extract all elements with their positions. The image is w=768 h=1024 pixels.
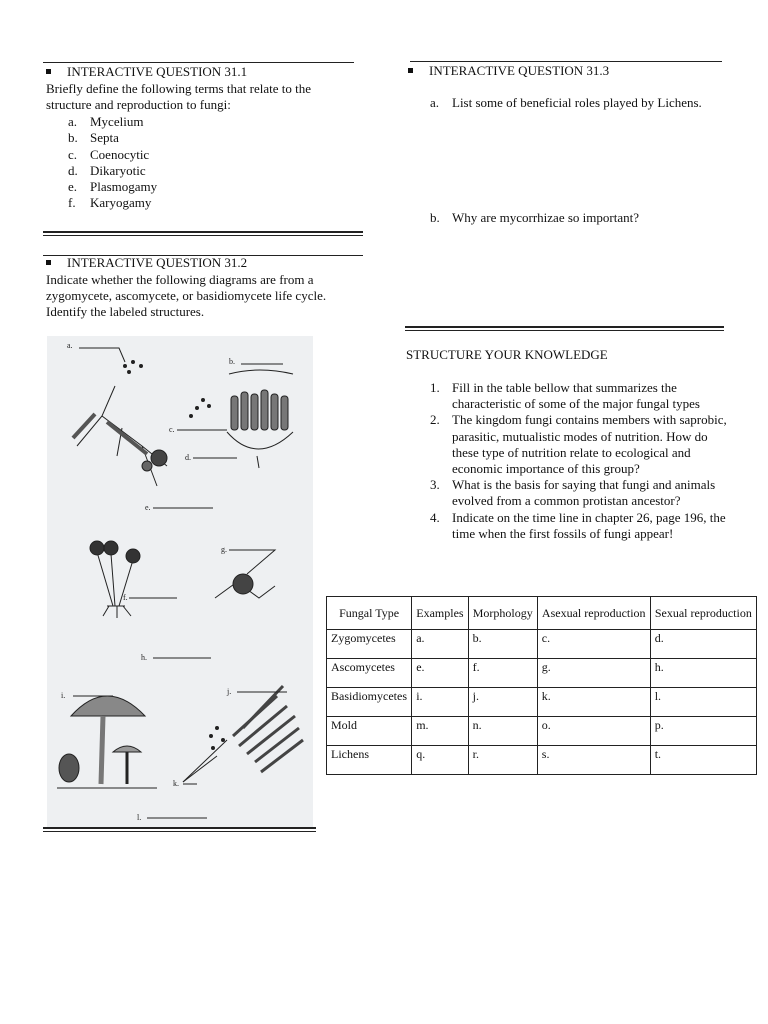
table-cell[interactable]: l. bbox=[650, 688, 756, 717]
table-cell[interactable]: b. bbox=[468, 630, 537, 659]
q312-heading: INTERACTIVE QUESTION 31.2 bbox=[46, 255, 247, 271]
table-cell[interactable]: j. bbox=[468, 688, 537, 717]
q311-term-text: Septa bbox=[90, 130, 119, 146]
structure-question-item bbox=[430, 380, 730, 412]
q311-term-item bbox=[68, 130, 157, 146]
q311-term-item bbox=[68, 114, 157, 130]
diagram-label-l: l. bbox=[137, 813, 142, 822]
table-cell[interactable]: p. bbox=[650, 717, 756, 746]
table-header-cell: Morphology bbox=[468, 597, 537, 630]
table-cell[interactable]: i. bbox=[412, 688, 468, 717]
table-row-label: Ascomycetes bbox=[327, 659, 412, 688]
table-cell[interactable]: d. bbox=[650, 630, 756, 659]
diagram-label-e: e. bbox=[145, 503, 151, 512]
table-row bbox=[327, 746, 757, 775]
q311-term-letter: e. bbox=[68, 179, 78, 195]
diagram-label-h: h. bbox=[141, 653, 147, 662]
bullet-icon bbox=[46, 69, 51, 74]
q311-term-item bbox=[68, 179, 157, 195]
structure-question-number: 1. bbox=[430, 380, 440, 395]
diagram-label-b: b. bbox=[229, 357, 235, 366]
table-cell[interactable]: q. bbox=[412, 746, 468, 775]
structure-question-number: 3. bbox=[430, 477, 440, 493]
bullet-icon bbox=[46, 260, 51, 265]
table-cell[interactable]: k. bbox=[537, 688, 650, 717]
table-cell[interactable]: e. bbox=[412, 659, 468, 688]
q311-heading: INTERACTIVE QUESTION 31.1 bbox=[46, 64, 247, 80]
table-cell[interactable]: t. bbox=[650, 746, 756, 775]
structure-question-text: What is the basis for saying that fungi and animals evolved from a common protistan ancestor? bbox=[452, 477, 716, 509]
structure-question-item bbox=[430, 477, 730, 509]
q311-term-text: Coenocytic bbox=[90, 146, 150, 162]
structure-question-item bbox=[430, 510, 730, 542]
structure-heading: STRUCTURE YOUR KNOWLEDGE bbox=[406, 347, 608, 362]
q311-term-letter: d. bbox=[68, 162, 78, 178]
diagram-label-c: c. bbox=[169, 425, 175, 434]
q311-term-text: Plasmogamy bbox=[90, 179, 158, 195]
table-header-row bbox=[327, 597, 757, 630]
q311-term-text: Dikaryotic bbox=[90, 162, 146, 178]
table-cell[interactable]: c. bbox=[537, 630, 650, 659]
diagram-label-g: g. bbox=[221, 545, 227, 554]
table-cell[interactable]: o. bbox=[537, 717, 650, 746]
table-cell[interactable]: n. bbox=[468, 717, 537, 746]
q313-item-b-letter: b. bbox=[430, 210, 440, 225]
diagram-label-a: a. bbox=[67, 341, 73, 350]
table-cell[interactable]: a. bbox=[412, 630, 468, 659]
structure-question-text: Indicate on the time line in chapter 26, page 196, the time when the first fossils of fungi appear! bbox=[452, 509, 726, 541]
fungal-life-cycle-diagram bbox=[47, 336, 313, 828]
q311-term-item bbox=[68, 163, 157, 179]
structure-question-number: 4. bbox=[430, 509, 440, 525]
q313-bottom-rule bbox=[405, 326, 724, 331]
diagram-label-j: j. bbox=[227, 687, 232, 696]
q311-top-rule bbox=[43, 62, 354, 63]
table-cell[interactable]: g. bbox=[537, 659, 650, 688]
q311-term-letter: f. bbox=[68, 195, 76, 211]
diagram-label-k: k. bbox=[173, 779, 179, 788]
table-cell[interactable]: m. bbox=[412, 717, 468, 746]
fungal-types-table bbox=[326, 596, 757, 775]
q311-term-letter: c. bbox=[68, 146, 78, 162]
diagram-drawing bbox=[47, 336, 313, 828]
q313-item-a-letter: a. bbox=[430, 95, 440, 110]
table-row bbox=[327, 659, 757, 688]
table-header-cell: Examples bbox=[412, 597, 468, 630]
q311-term-letter: a. bbox=[68, 114, 78, 129]
table-row bbox=[327, 688, 757, 717]
q311-term-item bbox=[68, 195, 157, 211]
diagram-label-i: i. bbox=[61, 691, 66, 700]
table-row-label: Zygomycetes bbox=[327, 630, 412, 659]
q311-term-list bbox=[68, 114, 157, 212]
table-cell[interactable]: f. bbox=[468, 659, 537, 688]
structure-question-text: Fill in the table bellow that summarizes the characteristic of some of the major fungal types bbox=[452, 380, 700, 412]
diagram-bottom-rule bbox=[43, 827, 316, 832]
q311-term-text: Mycelium bbox=[90, 114, 144, 129]
q313-top-rule bbox=[410, 61, 722, 62]
bullet-icon bbox=[408, 68, 413, 73]
table-header-cell: Asexual reproduction bbox=[537, 597, 650, 630]
table-row-label: Mold bbox=[327, 717, 412, 746]
table-row-label: Basidiomycetes bbox=[327, 688, 412, 717]
table-cell[interactable]: s. bbox=[537, 746, 650, 775]
q313-item-b-text: Why are mycorrhizae so important? bbox=[452, 210, 639, 225]
q313-item-a-text: List some of beneficial roles played by Lichens. bbox=[452, 95, 702, 110]
structure-question-text: The kingdom fungi contains members with saprobic, parasitic, mutualistic modes of nutrition. How do these type of nutrition relate to ecological and economic importance of this group? bbox=[452, 412, 727, 477]
table-row bbox=[327, 630, 757, 659]
q313-heading: INTERACTIVE QUESTION 31.3 bbox=[408, 63, 609, 79]
q311-term-letter: b. bbox=[68, 130, 78, 146]
table-header-cell: Fungal Type bbox=[327, 597, 412, 630]
table-header-cell: Sexual reproduction bbox=[650, 597, 756, 630]
diagram-label-d: d. bbox=[185, 453, 191, 462]
table-row-label: Lichens bbox=[327, 746, 412, 775]
diagram-label-f: f. bbox=[123, 593, 128, 602]
q311-term-text: Karyogamy bbox=[90, 195, 152, 211]
structure-question-number: 2. bbox=[430, 412, 440, 428]
table-cell[interactable]: h. bbox=[650, 659, 756, 688]
q313-item-a bbox=[430, 95, 730, 111]
q312-intro: Indicate whether the following diagrams are from a zygomycete, ascomycete, or basidiomycete life cycle. Identify the labeled structures. bbox=[46, 272, 327, 319]
structure-question-list bbox=[430, 380, 730, 542]
table-cell[interactable]: r. bbox=[468, 746, 537, 775]
q311-term-item bbox=[68, 147, 157, 163]
structure-question-item bbox=[430, 412, 730, 477]
q311-intro: Briefly define the following terms that relate to the structure and reproduction to fungi: bbox=[46, 81, 311, 112]
table-row bbox=[327, 717, 757, 746]
q313-item-b bbox=[430, 210, 730, 226]
q311-bottom-rule bbox=[43, 231, 363, 236]
